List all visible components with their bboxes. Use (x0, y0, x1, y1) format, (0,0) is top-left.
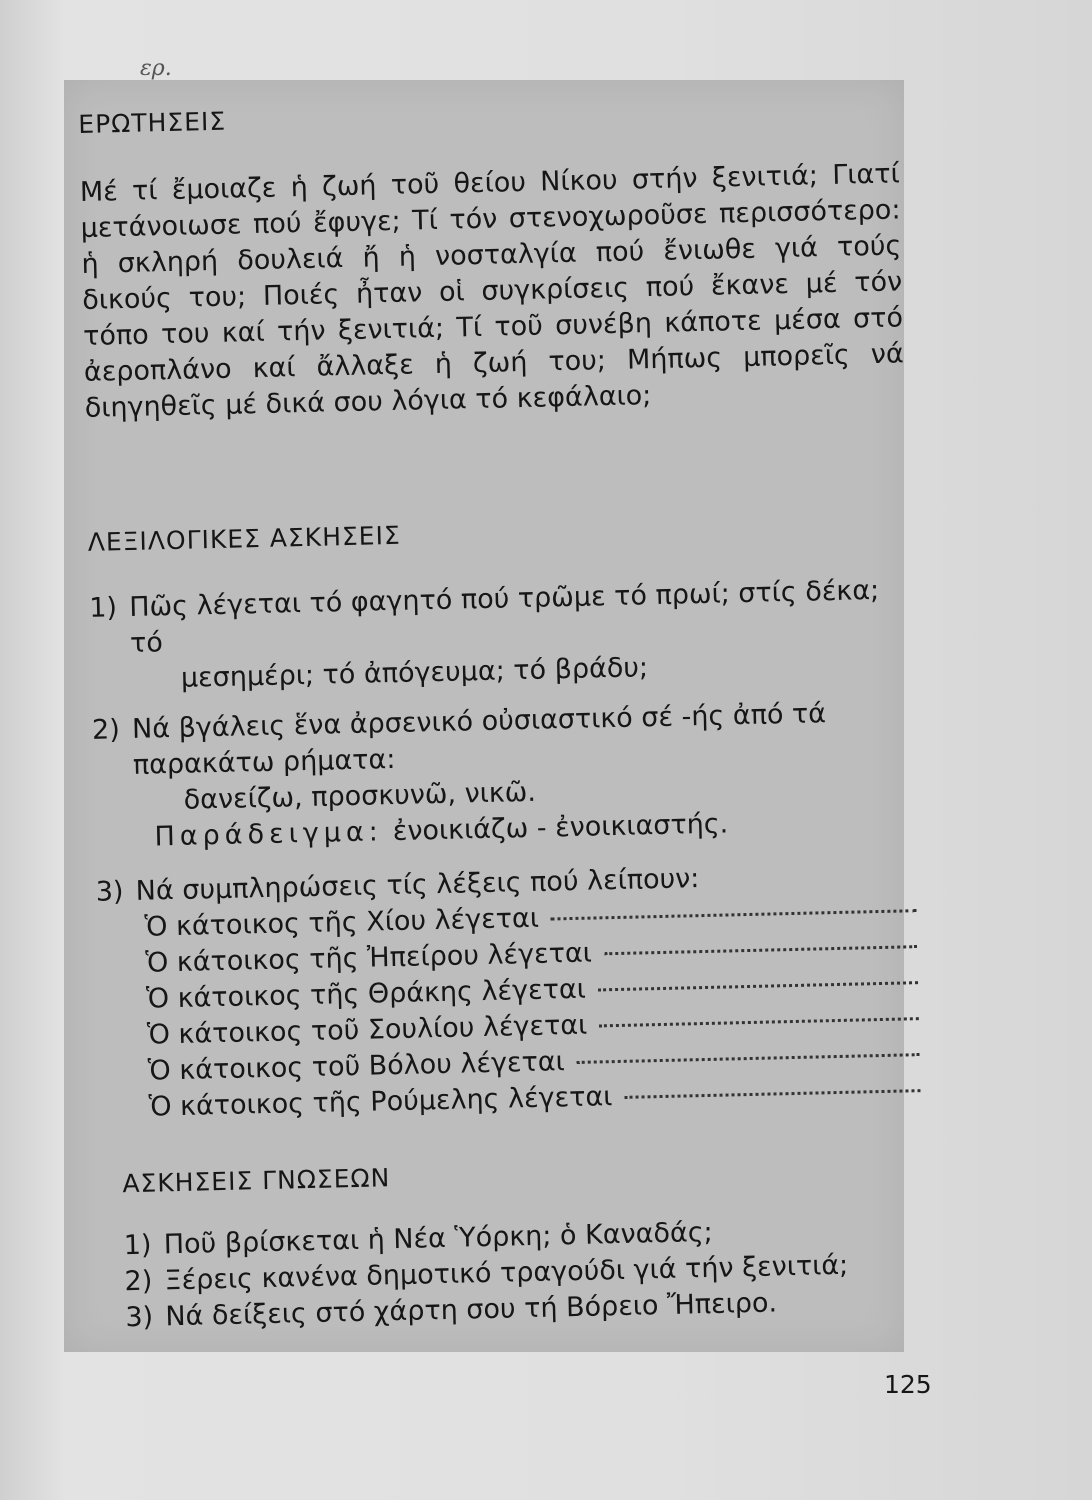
blank-dots[interactable] (598, 980, 918, 991)
blank-dots[interactable] (624, 1088, 920, 1099)
questions-text: Μέ τί ἔμοιαζε ἡ ζωή τοῦ θείου Νίκου στήν ξενιτιά; Γιατί μετάνοιωσε πού ἔφυγε; Τί τόν στενοχωροῦσε περισσότερο: ἡ σκληρή δουλειά ἤ ἡ νοσταλγία πού ἔνιωθε γιά τούς δικούς του; Ποιές ἦταν οἱ συγκρίσεις πού ἔκανε μέ τόν τόπο του καί τήν ξενιτιά; Τί τοῦ συνέβη κάποτε μέσα στό ἀεροπλάνο καί ἄλλαξε ἡ ζωή του; Μήπως μπορεῖς νά διηγηθεῖς μέ δικά σου λόγια τό κεφάλαιο; (79, 158, 905, 424)
exercise-text: Πῶς λέγεται τό φαγητό πού τρῶμε τό πρωί; στίς δέκα; τό (128, 574, 880, 659)
vocabulary-heading: ΛΕΞΙΛΟΓΙΚΕΣ ΑΣΚΗΣΕΙΣ (87, 520, 401, 557)
fill-in-prompt: Ὁ κάτοικος τῆς Ρούμελης λέγεται (148, 1081, 613, 1123)
vocab-exercise-2 (92, 694, 915, 857)
exercise-number: 3) (125, 1301, 154, 1334)
knowledge-heading: ΑΣΚΗΣΕΙΣ ΓΝΩΣΕΩΝ (122, 1163, 391, 1199)
handwritten-mark: ερ. (140, 56, 172, 81)
fill-in-prompt: Ὁ κάτοικος τοῦ Βόλου λέγεται (147, 1046, 566, 1087)
questions-heading: ΕΡΩΤΗΣΕΙΣ (78, 106, 227, 139)
exercise-text: Ποῦ βρίσκεται ἡ Νέα Ὑόρκη; ὁ Καναδάς; (163, 1216, 714, 1261)
exercise-number: 1) (123, 1229, 152, 1262)
fill-in-prompt: Ὁ κάτοικος τοῦ Σουλίου λέγεται (146, 1009, 588, 1051)
fill-in-prompt: Ὁ κάτοικος τῆς Χίου λέγεται (144, 902, 540, 943)
blank-dots[interactable] (599, 1016, 919, 1027)
exercise-text: Ξέρεις κανένα δημοτικό τραγούδι γιά τήν ξενιτιά; (164, 1249, 849, 1297)
verb-list: δανείζω, προσκυνῶ, νικῶ. (183, 776, 537, 816)
exercise-text: Νά συμπληρώσεις τίς λέξεις πού λείπουν: (135, 863, 700, 907)
exercise-number: 1) (88, 592, 118, 624)
blank-dots[interactable] (551, 908, 917, 920)
vocab-exercise-3 (95, 856, 921, 1127)
questions-section (78, 91, 905, 427)
exercise-number: 3) (95, 876, 124, 908)
fill-in-prompt: Ὁ κάτοικος τῆς Θράκης λέγεται (145, 973, 587, 1015)
exercise-number: 2) (91, 714, 121, 746)
page-number: 125 (884, 1370, 932, 1399)
vocab-exercise-1 (89, 572, 911, 699)
exercise-number: 2) (124, 1265, 153, 1298)
fill-in-prompt: Ὁ κάτοικος τῆς Ἠπείρου λέγεται (145, 937, 593, 979)
blank-dots[interactable] (577, 1052, 920, 1064)
example-label: Παράδειγμα: (154, 816, 384, 853)
exercise-text: Νά βγάλεις ἕνα ἀρσενικό οὐσιαστικό σέ -ής ἀπό τά παρακάτω ρήματα: (131, 698, 827, 781)
vocabulary-section (87, 509, 920, 1126)
exercise-continuation: μεσημέρι; τό ἀπόγευμα; τό βράδυ; (180, 652, 649, 694)
exercise-text: Νά δείξεις στό χάρτη σου τή Βόρειο Ἤπειρο. (165, 1287, 778, 1333)
blank-dots[interactable] (604, 944, 917, 955)
knowledge-section (122, 1151, 926, 1336)
example-text: ἐνοικιάζω - ἐνοικιαστής. (392, 808, 729, 848)
